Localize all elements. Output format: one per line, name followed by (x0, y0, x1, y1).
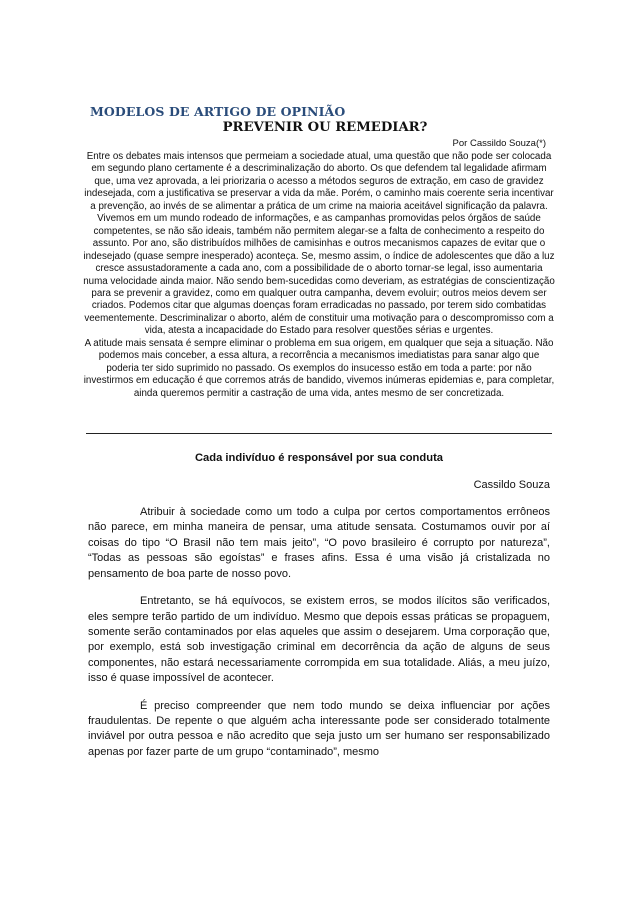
article-paragraph: Entretanto, se há equívocos, se existem erros, se modos ilícitos são verificados, eles sempre terão partido de um indivíduo. Mesmo que depois essas práticas se propaguem, somente serão contaminados por elas aqueles que assim o desejarem. Uma corporação que, por exemplo, está sob investigação criminal em decorrência da ação de alguns de seus componentes, não estará necessariamente corrompida em sua totalidade. Aliás, a meu juízo, isso é quase impossível de acontecer. (88, 595, 550, 685)
article-paragraph: Atribuir à sociedade como um todo a culpa por certos comportamentos errôneos não parece, em minha maneira de pensar, uma atitude sensata. Costumamos ouvir por aí coisas do tipo “O Brasil não tem mais jeito”, “O povo brasileiro é corrupto por natureza”, “Todas as pessoas são egoístas” e frases afins. Essa é uma visão já cristalizada no pensamento de boa parte de nosso povo. (88, 506, 550, 580)
article-body (82, 151, 556, 400)
article-title: Cada indivíduo é responsável por sua conduta (194, 452, 444, 465)
article-paragraph: É preciso compreender que nem todo mundo se deixa influenciar por ações fraudulentas. De repente o que alguém acha interessante pode ser considerado totalmente inviável por outra pessoa e não acredito que seja justo um ser humano ser responsabilizado apenas por fazer parte de um grupo “contaminado”, mesmo (88, 699, 550, 758)
article-paragraph: A atitude mais sensata é sempre eliminar o problema em sua origem, em qualquer que seja a situação. Não podemos mais conceber, a essa altura, a recorrência a mecanismos imediatistas para sanar algo que poderia ter sido suprimido no passado. Os exemplos do insucesso estão em toda a parte: por não investirmos em educação é que corremos atrás de bandido, vivemos inúmeras epidemias e, para completar, ainda queremos permitir a castração de uma vida, antes mesmo de ser concretizada. (83, 337, 555, 399)
section-divider (86, 433, 552, 434)
document-page (83, 104, 555, 772)
article-byline: Cassildo Souza (473, 479, 550, 492)
article-body (88, 505, 550, 760)
article-paragraph: Entre os debates mais intensos que permeiam a sociedade atual, uma questão que não pode ser colocada em segundo plano certamente é a descriminalização do aborto. Os que defendem tal legalidade afirmam que, uma vez aprovada, a lei priorizaria o acesso a métodos seguros de extração, em caso de gravidez indesejada, com a justificativa se preservar a vida da mãe. Porém, o caminho mais coerente seria incentivar a prevenção, ao invés de se alimentar a prática de um crime na maioria aceitável significação da palavra. (84, 151, 554, 212)
article-byline: Por Cassildo Souza(*) (452, 138, 546, 149)
article-paragraph: Vivemos em um mundo rodeado de informações, e as campanhas promovidas pelos órgãos de saúde competentes, se não são ideais, também não permitem alegar-se a falta de conhecimento a respeito do assunto. Por ano, são distribuídos milhões de camisinhas e outros mecanismos capazes de evitar que o indesejado (quase sempre inesperado) aconteça. Se, mesmo assim, o índice de adolescentes que dão a luz cresce assustadoramente a cada ano, com a possibilidade de o aborto tornar-se legal, isso aumentaria numa velocidade ainda maior. Não sendo bem-sucedidas como deveriam, as estratégias de conscientização para se prevenir a gravidez, como em qualquer outra campanha, devem evoluir; outros meios devem ser criados. Podemos citar que algumas doenças foram erradicadas no passado, por terem sido combatidas veementemente. Descriminalizar o aborto, além de constituir uma motivação para o descompromisso com a vida, atesta a incapacidade do Estado para resolver questões sérias e urgentes. (83, 213, 555, 337)
article-title: PREVENIR OU REMEDIAR? (222, 120, 428, 135)
section-heading: MODELOS DE ARTIGO DE OPINIÃO (90, 104, 346, 119)
